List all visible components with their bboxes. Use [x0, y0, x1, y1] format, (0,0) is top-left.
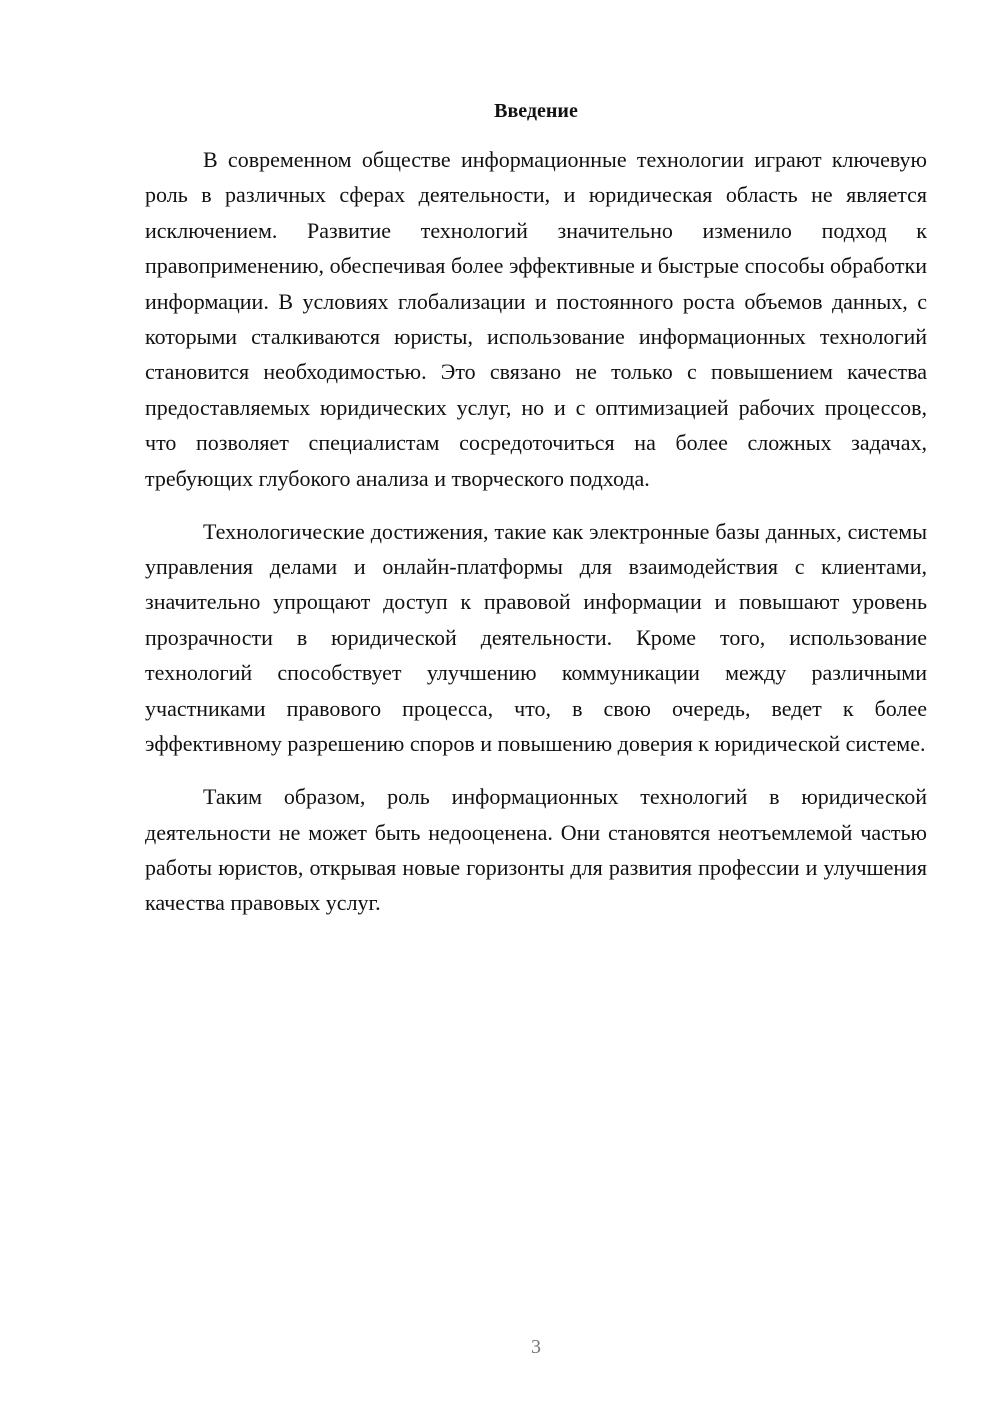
- page-number: 3: [531, 1336, 541, 1358]
- document-body: [145, 142, 927, 921]
- paragraph-3: Таким образом, роль информационных технологий в юридической деятельности не может быть недооценена. Они становятся неотъемлемой частью работы юристов, открывая новые горизонты для развития профессии и улучшения качества правовых услуг.: [145, 784, 927, 916]
- paragraph-1: В современном обществе информационные технологии играют ключевую роль в различных сферах деятельности, и юридическая область не является исключением. Развитие технологий значительно изменило подход к правоприменению, обеспечивая более эффективные и быстрые способы обработки информации. В условиях глобализации и постоянного роста объемов данных, с которыми сталкиваются юристы, использование информационных технологий становится необходимостью. Это связано не только с повышением качества предоставляемых юридических услуг, но и с оптимизацией рабочих процессов, что позволяет специалистам сосредоточиться на более сложных задачах, требующих глубокого анализа и творческого подхода.: [145, 147, 927, 491]
- page-heading: Введение: [494, 100, 578, 122]
- paragraph-2: Технологические достижения, такие как электронные базы данных, системы управления делами и онлайн-платформы для взаимодействия с клиентами, значительно упрощают доступ к правовой информации и повышают уровень прозрачности в юридической деятельности. Кроме того, использование технологий способствует улучшению коммуникации между различными участниками правового процесса, что, в свою очередь, ведет к более эффективному разрешению споров и повышению доверия к юридической системе.: [145, 518, 927, 757]
